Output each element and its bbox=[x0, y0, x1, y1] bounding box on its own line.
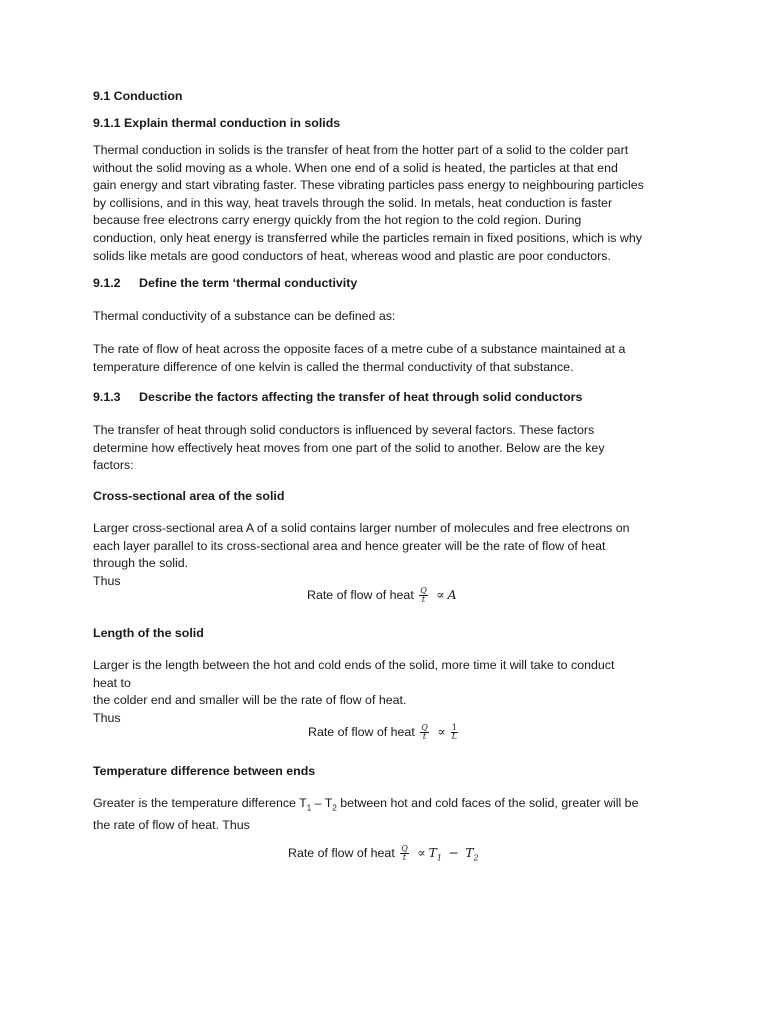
s1-line: conduction, only heat energy is transferred while the particles remain in fixed positions, which is why bbox=[93, 230, 642, 245]
denominator: t bbox=[421, 595, 426, 605]
numerator: Q bbox=[401, 844, 408, 854]
s1-line: without the solid moving as a whole. When one end of a solid is heated, the particles at that end bbox=[93, 160, 618, 175]
length-line: Thus bbox=[93, 710, 121, 725]
formula-length bbox=[308, 723, 460, 742]
temp-text: – T bbox=[311, 796, 333, 810]
s1-line: by collisions, and in this way, heat travels through the solid. In metals, heat conduction is faster bbox=[93, 195, 613, 210]
length-body bbox=[93, 657, 683, 727]
s3-line: determine how effectively heat moves from one part of the solid to another. Below are the key bbox=[93, 440, 605, 455]
t1-symbol bbox=[428, 845, 442, 863]
section-title: 9.1 Conduction bbox=[93, 89, 183, 103]
subscript: 2 bbox=[332, 803, 337, 813]
temp-line bbox=[93, 795, 683, 817]
denominator: t bbox=[402, 853, 407, 863]
minus-symbol: − bbox=[448, 845, 459, 860]
area-symbol: A bbox=[447, 587, 457, 602]
formula-label: Rate of flow of heat bbox=[308, 725, 415, 739]
numerator: 1 bbox=[451, 723, 457, 733]
area-line: Thus bbox=[93, 573, 121, 588]
area-line: Larger cross-sectional area A of a solid contains larger number of molecules and free electrons on bbox=[93, 521, 630, 535]
s3-intro bbox=[93, 422, 683, 475]
s2-definition bbox=[93, 341, 683, 376]
one-over-l-fraction bbox=[451, 724, 458, 741]
def-line: temperature difference of one kelvin is called the thermal conductivity of that substance. bbox=[93, 359, 574, 374]
numerator: Q bbox=[421, 723, 428, 733]
s2-intro: Thermal conductivity of a substance can be defined as: bbox=[93, 309, 396, 323]
temp-text: between hot and cold faces of the solid, greater will be bbox=[336, 796, 639, 810]
area-line: through the solid. bbox=[93, 556, 189, 571]
denominator: t bbox=[422, 732, 427, 742]
s1-line: because free electrons carry energy quickly from the hot region to the cold region. During bbox=[93, 213, 582, 228]
s2-heading-row bbox=[93, 275, 357, 293]
t-letter: T bbox=[428, 845, 437, 860]
s1-line: gain energy and start vibrating faster. These vibrating particles pass energy to neighbouring particles bbox=[93, 178, 644, 193]
s3-line: The transfer of heat through solid conductors is influenced by several factors. These factors bbox=[93, 423, 595, 437]
s1-heading: 9.1.1 Explain thermal conduction in solids bbox=[93, 116, 341, 130]
subscript: 1 bbox=[306, 803, 312, 813]
s1-body bbox=[93, 142, 683, 265]
numerator: Q bbox=[420, 586, 427, 596]
formula-label: Rate of flow of heat bbox=[288, 846, 395, 860]
def-line: The rate of flow of heat across the opposite faces of a metre cube of a substance maintained at a bbox=[93, 342, 626, 356]
formula-area bbox=[307, 586, 457, 605]
area-line: each layer parallel to its cross-sectional area and hence greater will be the rate of flow of heat bbox=[93, 538, 606, 553]
length-line: heat to bbox=[93, 675, 131, 690]
t2-symbol bbox=[465, 845, 479, 863]
temp-text: Greater is the temperature difference T bbox=[93, 796, 307, 810]
q-over-t-fraction bbox=[400, 845, 409, 862]
area-body bbox=[93, 520, 683, 590]
length-heading: Length of the solid bbox=[93, 626, 204, 640]
s3-line: factors: bbox=[93, 458, 134, 473]
s3-heading: Describe the factors affecting the transfer of heat through solid conductors bbox=[139, 390, 583, 404]
temp-heading: Temperature difference between ends bbox=[93, 764, 316, 778]
length-line: Larger is the length between the hot and cold ends of the solid, more time it will take to conduct bbox=[93, 658, 615, 672]
area-heading: Cross-sectional area of the solid bbox=[93, 489, 285, 503]
proportional-symbol: ∝ bbox=[436, 587, 445, 602]
length-line: the colder end and smaller will be the rate of flow of heat. bbox=[93, 693, 407, 708]
s1-line: solids like metals are good conductors of heat, whereas wood and plastic are poor conductors. bbox=[93, 248, 611, 263]
s2-heading: Define the term ‘thermal conductivity bbox=[139, 276, 358, 290]
temp-body bbox=[93, 795, 683, 835]
q-over-t-fraction bbox=[419, 587, 428, 604]
proportional-symbol: ∝ bbox=[437, 724, 446, 739]
s3-number: 9.1.3 bbox=[93, 390, 121, 404]
formula-temperature bbox=[288, 844, 479, 867]
t-letter: T bbox=[465, 845, 474, 860]
proportional-symbol: ∝ bbox=[417, 845, 426, 860]
subscript: 2 bbox=[473, 853, 479, 863]
denominator: L bbox=[451, 732, 457, 742]
q-over-t-fraction bbox=[420, 724, 429, 741]
temp-line: the rate of flow of heat. Thus bbox=[93, 818, 250, 833]
subscript: 1 bbox=[436, 853, 442, 863]
s3-heading-row bbox=[93, 389, 582, 407]
s1-line: Thermal conduction in solids is the transfer of heat from the hotter part of a solid to the colder part bbox=[93, 143, 629, 157]
s2-number: 9.1.2 bbox=[93, 276, 121, 290]
formula-label: Rate of flow of heat bbox=[307, 588, 414, 602]
